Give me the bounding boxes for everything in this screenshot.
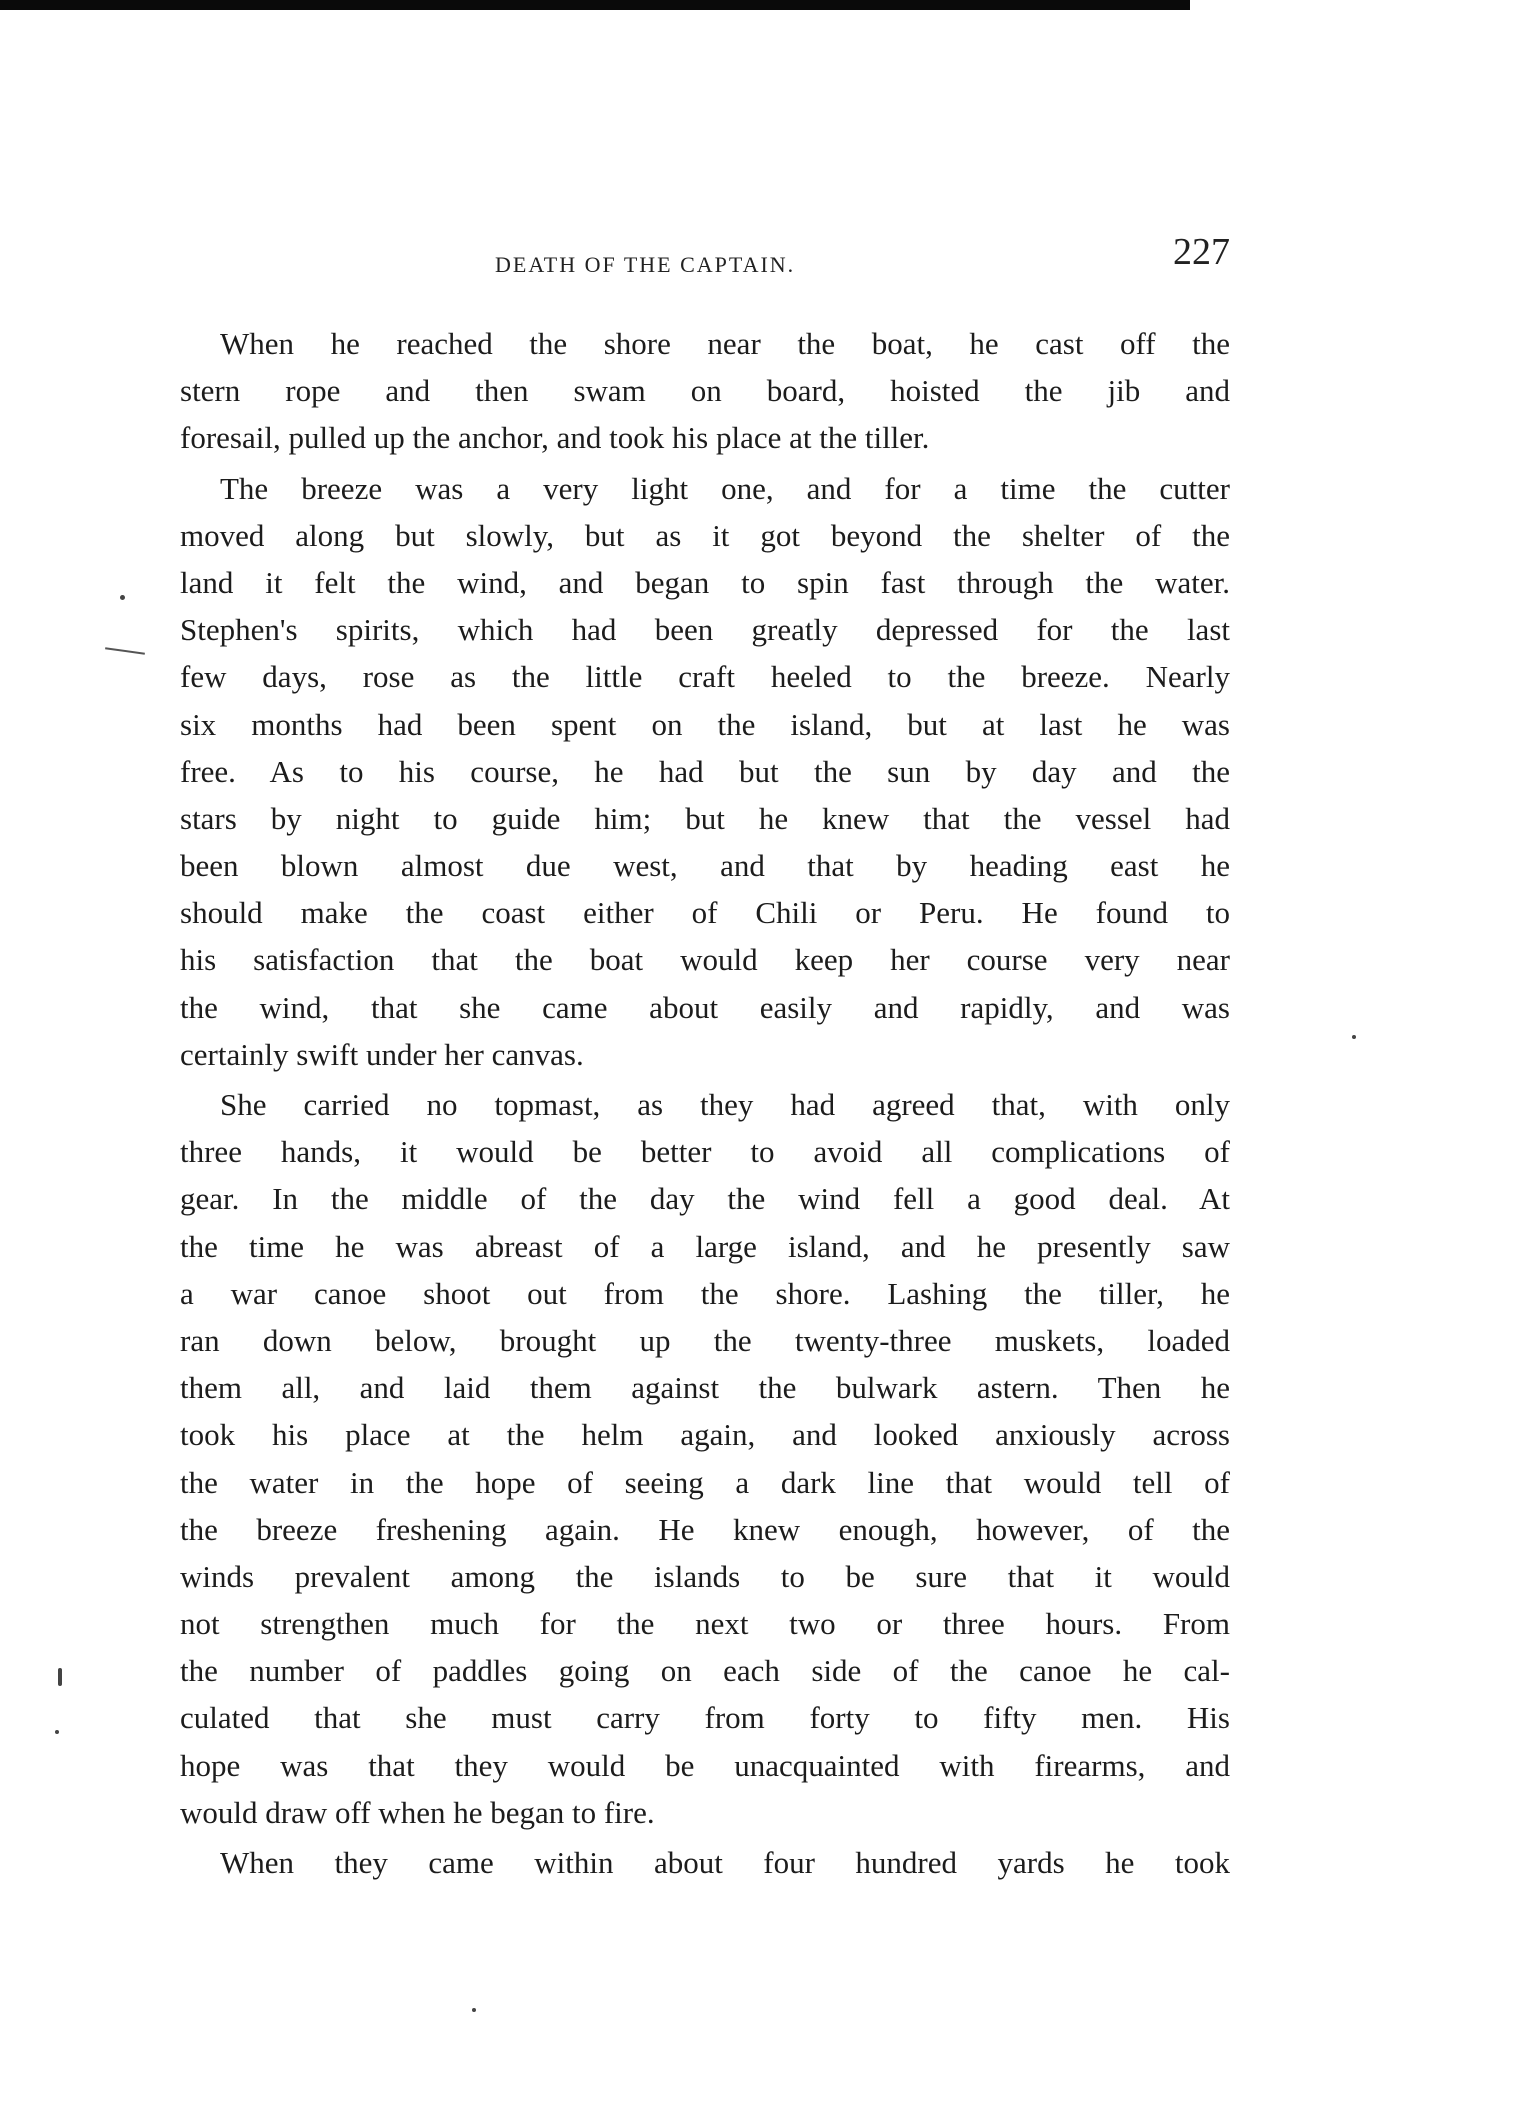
text-line: the wind, that she came about easily and rapidly, and was — [180, 989, 1230, 1025]
text-line: She carried no topmast, as they had agreed that, with only — [220, 1087, 1230, 1122]
paragraph-3 — [180, 1081, 1230, 1836]
text-line: ran down below, brought up the twenty-three muskets, loaded — [180, 1322, 1230, 1358]
text-line: been blown almost due west, and that by heading east he — [180, 848, 1230, 884]
text-line: stars by night to guide him; but he knew that the vessel had — [180, 800, 1230, 836]
text-line: stern rope and then swam on board, hoisted the jib and — [180, 373, 1230, 409]
scan-speck — [58, 1668, 62, 1686]
text-line: six months had been spent on the island, but at last he was — [180, 706, 1230, 742]
text-line: the breeze freshening again. He knew enough, however, of the — [180, 1511, 1230, 1547]
text-line: not strengthen much for the next two or three hours. From — [180, 1606, 1230, 1642]
text-line: Stephen's spirits, which had been greatly depressed for the last — [180, 612, 1230, 648]
text-line: the number of paddles going on each side of the canoe he cal- — [180, 1653, 1230, 1689]
text-line: free. As to his course, he had but the sun by day and the — [180, 753, 1230, 789]
page-header — [180, 230, 1230, 290]
text-line: took his place at the helm again, and looked anxiously across — [180, 1417, 1230, 1453]
text-line: When he reached the shore near the boat, he cast off the — [220, 326, 1230, 361]
scan-mark — [105, 647, 145, 655]
text-line: the water in the hope of seeing a dark line that would tell of — [180, 1464, 1230, 1500]
text-line: land it felt the wind, and began to spin fast through the water. — [180, 564, 1230, 600]
scan-speck — [55, 1730, 59, 1734]
text-line: few days, rose as the little craft heeled to the breeze. Nearly — [180, 659, 1230, 695]
text-line: hope was that they would be unacquainted with firearms, and — [180, 1747, 1230, 1783]
text-line: culated that she must carry from forty to fifty men. His — [180, 1700, 1230, 1736]
text-line: should make the coast either of Chili or Peru. He found to — [180, 895, 1230, 931]
text-line: his satisfaction that the boat would keep her course very near — [180, 942, 1230, 978]
paragraph-2 — [180, 465, 1230, 1078]
text-line: the time he was abreast of a large island, and he presently saw — [180, 1228, 1230, 1264]
scan-speck — [120, 595, 125, 600]
scan-speck — [1352, 1035, 1356, 1039]
text-line: them all, and laid them against the bulwark astern. Then he — [180, 1370, 1230, 1406]
text-line: certainly swift under her canvas. — [180, 1036, 584, 1072]
text-line: gear. In the middle of the day the wind fell a good deal. At — [180, 1181, 1230, 1217]
text-line: winds prevalent among the islands to be sure that it would — [180, 1558, 1230, 1594]
text-line: would draw off when he began to fire. — [180, 1794, 655, 1830]
text-line: three hands, it would be better to avoid all complications of — [180, 1134, 1230, 1170]
paragraph-1 — [180, 320, 1230, 462]
text-line: When they came within about four hundred yards he took — [220, 1845, 1230, 1880]
text-line: The breeze was a very light one, and for a time the cutter — [220, 470, 1230, 506]
scan-speck — [472, 2008, 476, 2012]
scan-edge-bar — [0, 0, 1190, 10]
running-head: DEATH OF THE CAPTAIN. — [495, 252, 796, 277]
text-line: foresail, pulled up the anchor, and took his place at the tiller. — [180, 420, 930, 456]
text-line: moved along but slowly, but as it got beyond the shelter of the — [180, 517, 1230, 553]
page-number: 227 — [1173, 231, 1230, 273]
text-line: a war canoe shoot out from the shore. Lashing the tiller, he — [180, 1275, 1230, 1311]
paragraph-4 — [180, 1839, 1230, 1886]
body-text — [180, 320, 1230, 1886]
